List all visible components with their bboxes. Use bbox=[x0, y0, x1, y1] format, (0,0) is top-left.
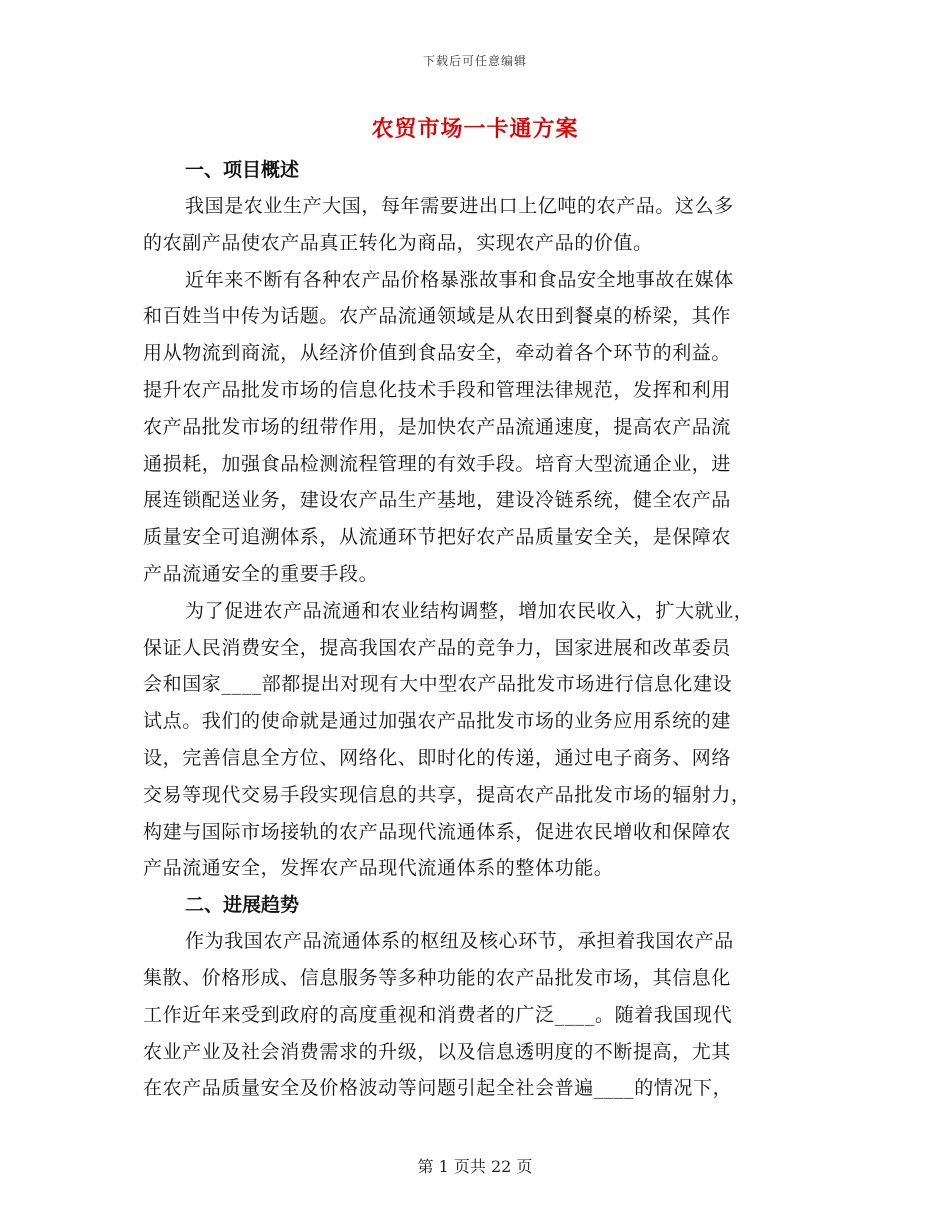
paragraph-line: 设，完善信息全方位、网络化、即时化的传递，通过电子商务、网络 bbox=[143, 746, 732, 769]
paragraph-line: 在农产品质量安全及价格波动等问题引起全社会普遍____的情况下， bbox=[143, 1077, 733, 1100]
paragraph-line: 产品流通安全的重要手段。 bbox=[143, 562, 379, 585]
paragraph bbox=[143, 923, 803, 1107]
paragraph bbox=[143, 262, 803, 593]
paragraph-line: 工作近年来受到政府的高度重视和消费者的广泛____。随着我国现代 bbox=[143, 1003, 733, 1026]
paragraph-line: 产品流通安全，发挥农产品现代流通体系的整体功能。 bbox=[143, 857, 614, 880]
paragraph-line: 质量安全可追溯体系，从流通环节把好农产品质量安全关，是保障农 bbox=[143, 526, 732, 549]
header-note: 下载后可任意编辑 bbox=[422, 54, 527, 68]
paragraph-line: 作为我国农产品流通体系的枢纽及核心环节，承担着我国农产品 bbox=[185, 930, 734, 953]
paragraph bbox=[143, 593, 803, 887]
paragraph-line: 和百姓当中传为话题。农产品流通领域是从农田到餐桌的桥梁，其作 bbox=[143, 305, 732, 328]
paragraph-line: 近年来不断有各种农产品价格暴涨故事和食品安全地事故在媒体 bbox=[185, 268, 734, 291]
paragraph bbox=[143, 188, 803, 262]
paragraph-line: 为了促进农产品流通和农业结构调整，增加农民收入，扩大就业， bbox=[185, 599, 754, 622]
document-body bbox=[143, 152, 803, 1107]
paragraph-line: 的农副产品使农产品真正转化为商品，实现农产品的价值。 bbox=[143, 231, 653, 254]
paragraph-line: 提升农产品批发市场的信息化技术手段和管理法律规范，发挥和利用 bbox=[143, 378, 732, 401]
paragraph-line: 试点。我们的使命就是通过加强农产品批发市场的业务应用系统的建 bbox=[143, 710, 732, 733]
section-heading: 一、项目概述 bbox=[185, 159, 300, 181]
paragraph-line: 通损耗，加强食品检测流程管理的有效手段。培育大型流通企业，进 bbox=[143, 452, 732, 475]
paragraph-line: 保证人民消费安全，提高我国农产品的竞争力，国家进展和改革委员 bbox=[143, 636, 732, 659]
paragraph-line: 我国是农业生产大国，每年需要进出口上亿吨的农产品。这么多 bbox=[185, 195, 734, 217]
paragraph-line: 农业产业及社会消费需求的升级，以及信息透明度的不断提高，尤其 bbox=[143, 1040, 732, 1063]
paragraph-line: 用从物流到商流，从经济价值到食品安全，牵动着各个环节的利益。 bbox=[143, 342, 732, 365]
document-title: 农贸市场一卡通方案 bbox=[371, 116, 579, 142]
paragraph-line: 交易等现代交易手段实现信息的共享，提高农产品批发市场的辐射力， bbox=[143, 783, 751, 806]
section-heading: 二、进展趋势 bbox=[185, 894, 300, 917]
paragraph-line: 农产品批发市场的纽带作用，是加快农产品流通速度，提高农产品流 bbox=[143, 415, 732, 438]
paragraph-line: 展连锁配送业务，建设农产品生产基地，建设冷链系统，健全农产品 bbox=[143, 489, 732, 512]
paragraph-line: 构建与国际市场接轨的农产品现代流通体系，促进农民增收和保障农 bbox=[143, 820, 732, 843]
paragraph-line: 集散、价格形成、信息服务等多种功能的农产品批发市场，其信息化 bbox=[143, 966, 732, 989]
paragraph-line: 会和国家____部都提出对现有大中型农产品批发市场进行信息化建设 bbox=[143, 673, 733, 696]
page-footer: 第 1 页共 22 页 bbox=[417, 1157, 533, 1176]
